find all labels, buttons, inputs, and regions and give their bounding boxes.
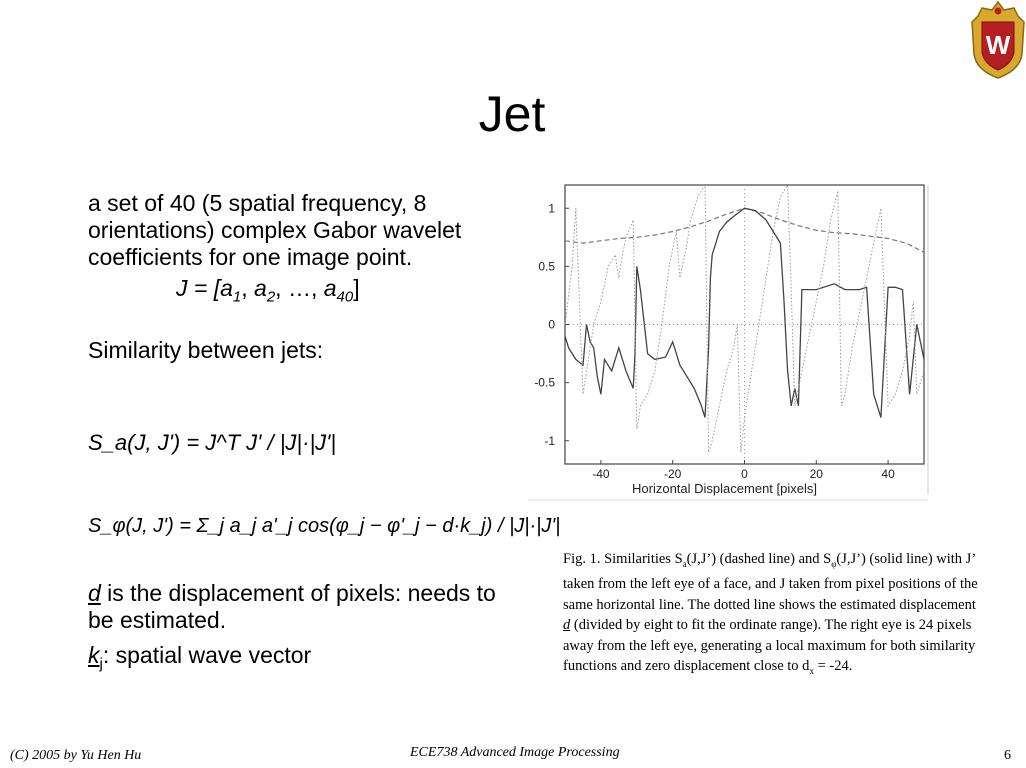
x-tick-label: 0 <box>741 467 748 481</box>
footer-page-number: 6 <box>1004 748 1011 763</box>
variables-text <box>88 580 498 678</box>
formula-s-phi <box>88 470 561 570</box>
university-crest-logo <box>970 0 1026 80</box>
similarity-heading: Similarity between jets: <box>88 336 324 363</box>
slide-title: Jet <box>478 86 546 142</box>
similarity-chart <box>528 178 930 502</box>
x-tick-label: 40 <box>881 467 895 481</box>
x-tick-label: -40 <box>592 467 610 481</box>
footer-copyright: (C) 2005 by Yu Hen Hu <box>10 748 142 763</box>
formula-s-phi-text: S_φ(J, J') = Σ_j a_j a'_j cos(φ_j − φ'_j − d·k_j) / |J|·|J'| <box>88 515 561 537</box>
formula-s-a <box>88 422 388 464</box>
d-definition: d is the displacement of pixels: needs to be estimated. <box>88 580 496 633</box>
y-tick-label: 0.5 <box>538 259 555 274</box>
jet-description: a set of 40 (5 spatial frequency, 8 orientations) complex Gabor wavelet coefficients for one image point. <box>88 190 462 270</box>
y-tick-label: 1 <box>548 201 555 216</box>
y-tick-label: -1 <box>544 433 555 448</box>
k-definition: $k_j$: spatial wave vector <box>88 642 312 673</box>
x-tick-label: -20 <box>664 467 682 481</box>
formula-s-a-text: S_a(J, J') = J^T J' / |J|·|J'| <box>88 430 337 455</box>
x-axis-label: Horizontal Displacement [pixels] <box>632 481 817 496</box>
y-tick-label: -0.5 <box>534 375 555 390</box>
figure-caption: Fig. 1. Similarities $S_a(J,J’)$ (dashed line) and $S_\varphi(J,J’)$ (solid line) with J’ taken from the left eye of a face, and J taken from pixel positions of the same horizontal line. The dotted line shows the estimated displacement d (divided by eight to fit the ordinate range). The right eye is 24 pixels away from the left eye, generating a local maximum for both similarity functions and zero displacement close to $d_x = -24$. <box>563 551 978 677</box>
y-tick-label: 0 <box>548 317 555 332</box>
jet-definition: $J = [a_1$, $a_2$, …, $a_{40}$] <box>176 275 360 306</box>
left-text-column <box>88 190 498 364</box>
footer-course: ECE738 Advanced Image Processing <box>410 745 620 760</box>
svg-text:W: W <box>985 30 1011 60</box>
x-tick-label: 20 <box>809 467 823 481</box>
